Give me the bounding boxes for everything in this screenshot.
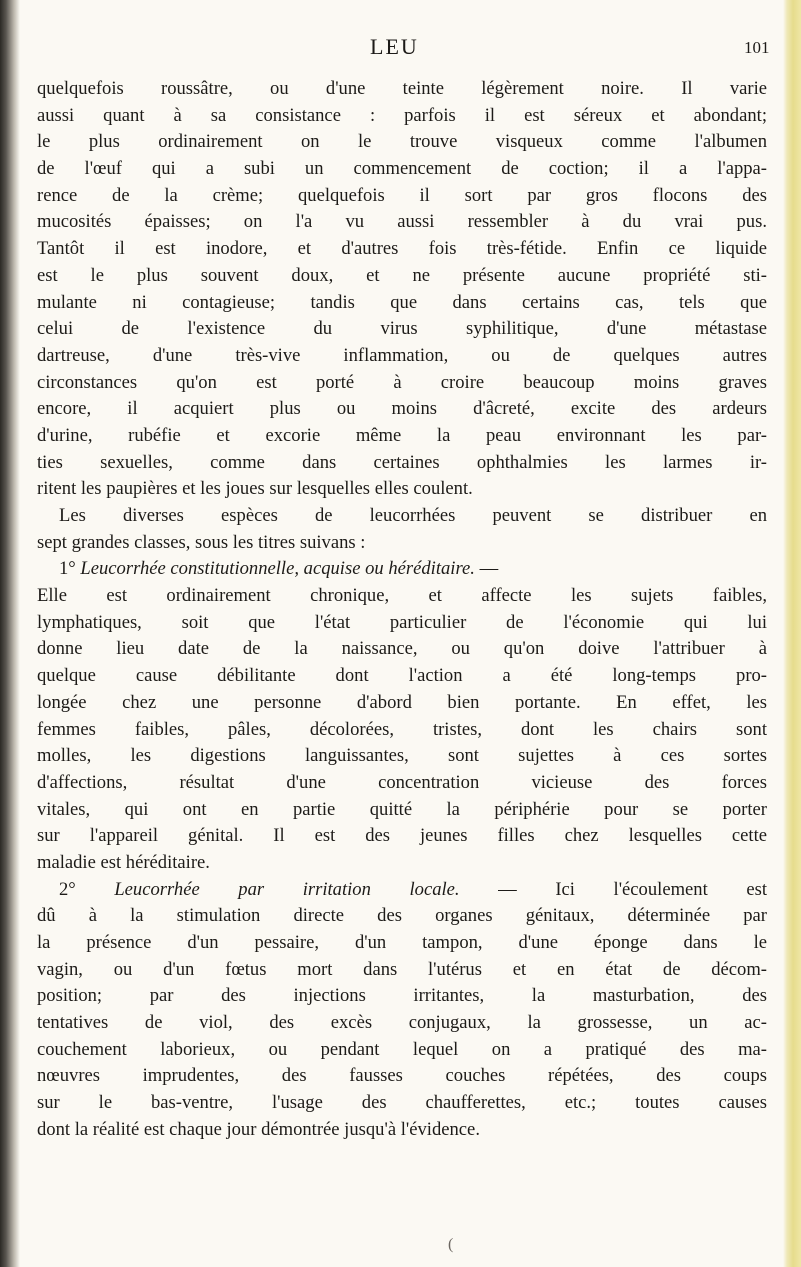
text-line: molles, les digestions languissantes, sont sujettes à ces sortes [37,745,767,767]
text-line: d'affections, résultat d'une concentration vicieuse des forces [37,771,767,793]
text-line: femmes faibles, pâles, décolorées, tristes, dont les chairs sont [37,718,767,740]
text-line: quelquefois roussâtre, ou d'une teinte légèrement noire. Il varie [37,78,767,99]
running-head: LEU [370,34,419,59]
text-line: couchement laborieux, ou pendant lequel on a pratiqué des ma- [37,1038,767,1060]
text-line: donne lieu date de la naissance, ou qu'on doive l'attribuer à [37,638,767,660]
text-line: maladie est héréditaire. [37,851,210,873]
text-line: dartreuse, d'une très-vive inflammation, ou de quelques autres [37,344,767,366]
text-line: sur le bas-ventre, l'usage des chaufferettes, etc.; toutes causes [37,1092,767,1114]
book-gutter-shadow [0,0,20,1267]
text-line: le plus ordinairement on le trouve visqueux comme l'albumen [37,131,767,153]
text-line: celui de l'existence du virus syphilitique, d'une métastase [37,318,767,340]
text-line: dont la réalité est chaque jour démontrée jusqu'à l'évidence. [37,1118,480,1140]
text-line: tentatives de viol, des excès conjugaux, la grossesse, un ac- [37,1012,767,1034]
text-line: sept grandes classes, sous les titres suivans : [37,531,366,553]
text-line: sur l'appareil génital. Il est des jeunes filles chez lesquelles cette [37,825,767,847]
section-title-suffix: — [474,558,499,580]
page-edge-strip [783,0,801,1267]
footer-mark: ( [448,1236,454,1253]
section-title: Leucorrhée par irritation locale. [114,878,460,900]
text-line: Tantôt il est inodore, et d'autres fois très-fétide. Enfin ce liquide [37,238,767,260]
text-line: Les diverses espèces de leucorrhées peuvent se distribuer en [59,505,767,526]
section-number: 1° [59,558,81,580]
section-title: Leucorrhée constitutionnelle, acquise ou héréditaire. [80,558,475,580]
text-line: nœuvres imprudentes, des fausses couches répétées, des coups [37,1065,767,1087]
section-heading [37,556,767,583]
text-line: mucosités épaisses; on l'a vu aussi ressembler à du vrai pus. [37,211,767,233]
text-line: d'urine, rubéfie et excorie même la peau environnant les par- [37,424,767,446]
text-line: ritent les paupières et les joues sur lesquelles elles coulent. [37,478,473,500]
text-line: quelque cause débilitante dont l'action a été long-temps pro- [37,665,767,687]
text-line: mulante ni contagieuse; tandis que dans certains cas, tels que [37,291,767,313]
text-line: ties sexuelles, comme dans certaines ophthalmies les larmes ir- [37,451,767,473]
section-title-suffix: — Ici l'écoulement est [459,878,767,900]
page-number: 101 [744,38,770,57]
page-header [0,34,801,64]
text-line: de l'œuf qui a subi un commencement de coction; il a l'appa- [37,158,767,180]
text-line: Elle est ordinairement chronique, et affecte les sujets faibles, [37,585,767,607]
text-line: longée chez une personne d'abord bien portante. En effet, les [37,691,767,713]
text-line: vagin, ou d'un fœtus mort dans l'utérus et en état de décom- [37,958,767,980]
text-line: dû à la stimulation directe des organes génitaux, déterminée par [37,905,767,927]
section-number: 2° [59,878,115,900]
text-line: est le plus souvent doux, et ne présente aucune propriété sti- [37,264,767,286]
section-heading [37,877,767,904]
text-line: rence de la crème; quelquefois il sort par gros flocons des [37,184,767,206]
text-line: lymphatiques, soit que l'état particulier de l'économie qui lui [37,611,767,633]
text-line: aussi quant à sa consistance : parfois il est séreux et abondant; [37,104,767,126]
text-line: vitales, qui ont en partie quitté la périphérie pour se porter [37,798,767,820]
text-line: encore, il acquiert plus ou moins d'âcreté, excite des ardeurs [37,398,767,420]
text-line: position; par des injections irritantes, la masturbation, des [37,985,767,1007]
body-text [37,76,767,1144]
text-line: la présence d'un pessaire, d'un tampon, d'une éponge dans le [37,932,767,953]
text-line: circonstances qu'on est porté à croire beaucoup moins graves [37,371,767,393]
